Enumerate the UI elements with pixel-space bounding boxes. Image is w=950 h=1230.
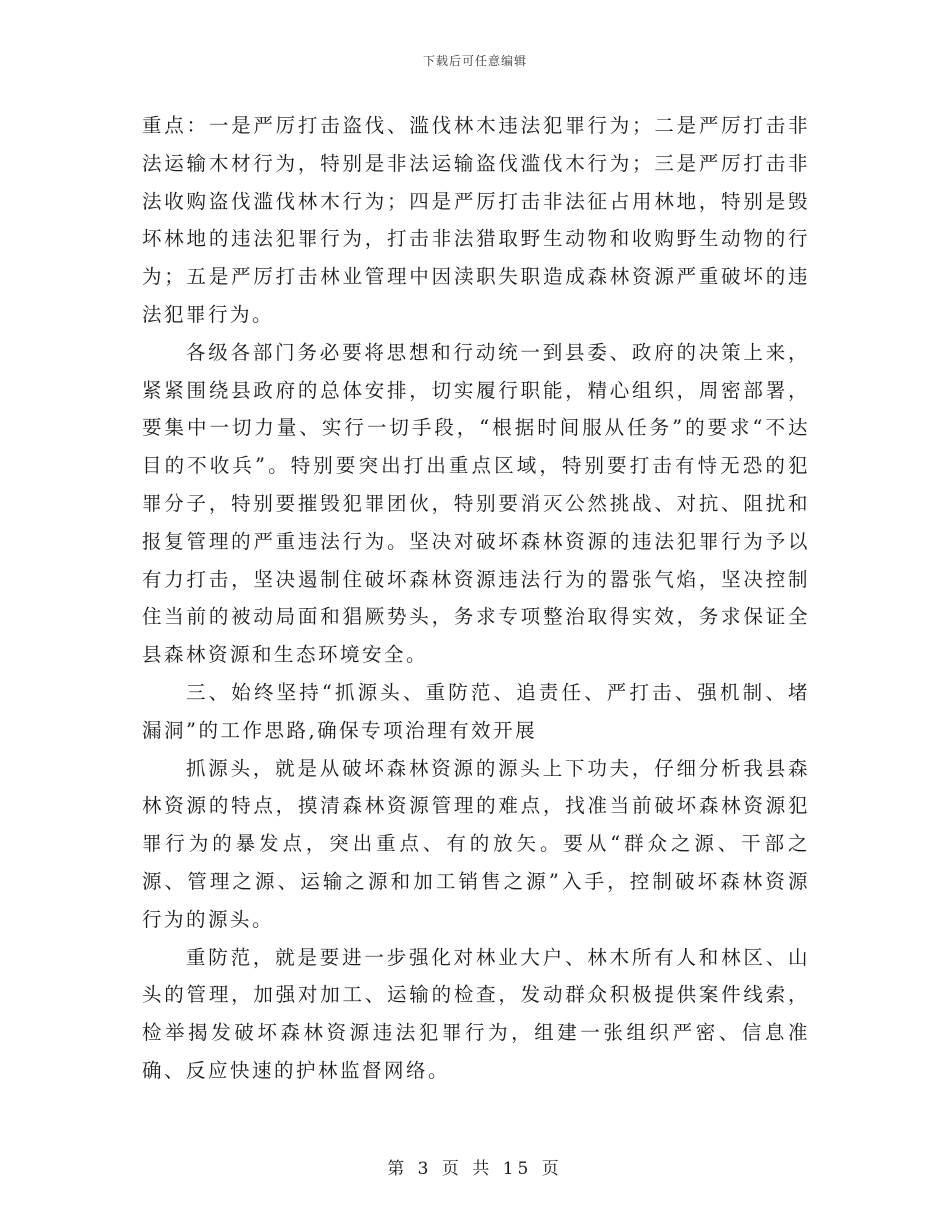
- paragraph-department-duty: 各级各部门务必要将思想和行动统一到县委、政府的决策上来，紧紧围绕县政府的总体安排，切实履行职能，精心组织，周密部署，要集中一切力量、实行一切手段，“根据时间服从任务”的要求“不达目的不收兵”。特别要突出打出重点区域，特别要打击有恃无恐的犯罪分子，特别要摧毁犯罪团伙，特别要消灭公然挑战、对抗、阻扰和报复管理的严重违法行为。坚决对破坏森林资源的违法犯罪行为予以有力打击，坚决遏制住破坏森林资源违法行为的嚣张气焰，坚决控制住当前的被动局面和猖厥势头，务求专项整治取得实效，务求保证全县森林资源和生态环境安全。: [142, 340, 810, 667]
- header-note: 下载后可任意编辑: [422, 54, 527, 68]
- paragraph-prevention: 重防范，就是要进一步强化对林业大户、林木所有人和林区、山头的管理，加强对加工、运输的检查，发动群众积极提供案件线索，检举揭发破坏森林资源违法犯罪行为，组建一张组织严密、信息准确、反应快速的护林监督网络。: [142, 945, 810, 1082]
- paragraph-section-three-heading: 三、始终坚持“抓源头、重防范、追责任、严打击、强机制、堵漏洞”的工作思路,确保专项治理有效开展: [142, 680, 810, 742]
- paragraph-crackdown-focus: 重点：一是严厉打击盗伐、滥伐林木违法犯罪行为；二是严厉打击非法运输木材行为，特别是非法运输盗伐滥伐木行为；三是严厉打击非法收购盗伐滥伐林木行为；四是严厉打击非法征占用林地，特别是毁坏林地的违法犯罪行为，打击非法猎取野生动物和收购野生动物的行为；五是严厉打击林业管理中因渎职失职造成森林资源严重破坏的违法犯罪行为。: [142, 114, 810, 326]
- document-body: [142, 107, 810, 1090]
- page-number-footer: 第 3 页 共 15 页: [387, 1159, 563, 1179]
- paragraph-grasp-source: 抓源头，就是从破坏森林资源的源头上下功夫，仔细分析我县森林资源的特点，摸清森林资源管理的难点，找准当前破坏森林资源犯罪行为的暴发点，突出重点、有的放矢。要从“群众之源、干部之源、管理之源、运输之源和加工销售之源”入手，控制破坏森林资源行为的源头。: [142, 756, 810, 931]
